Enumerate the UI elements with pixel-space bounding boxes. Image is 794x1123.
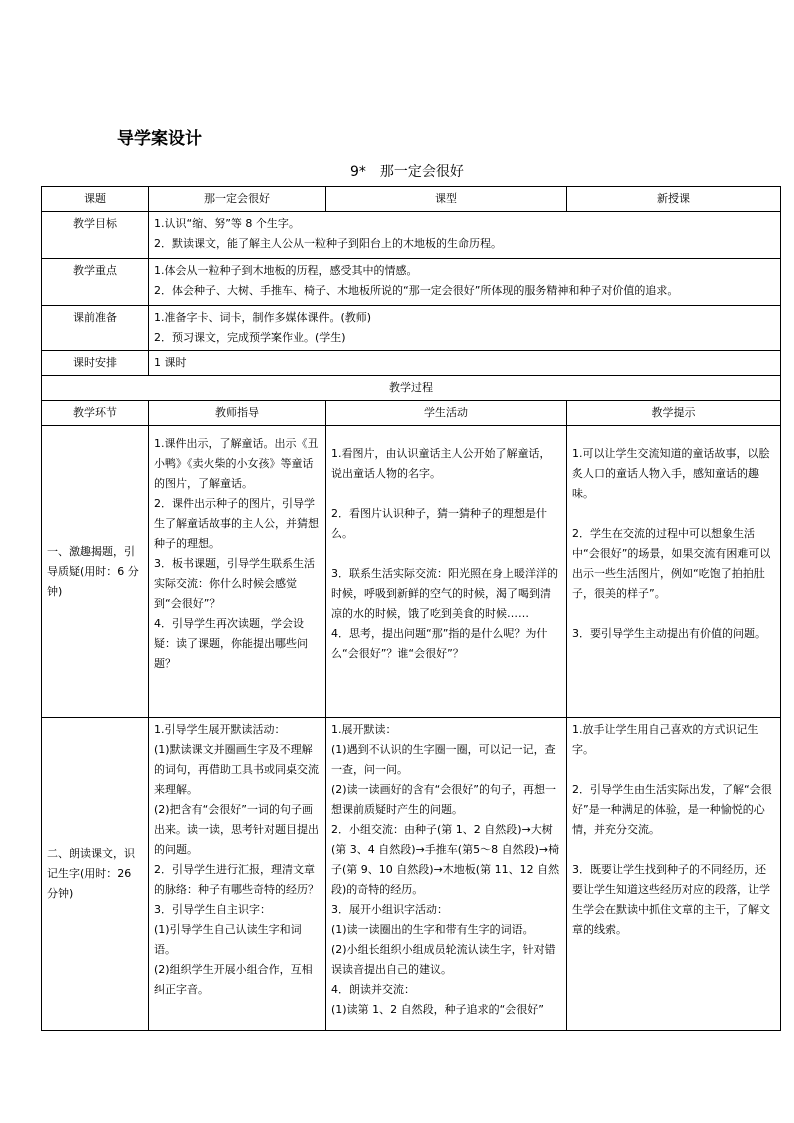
key-points-row	[42, 259, 781, 306]
student-item: 4．朗读并交流：	[331, 983, 415, 996]
student-item: 3．联系生活实际交流：阳光照在身上暖洋洋的时候，呼吸到新鲜的空气的时候，渴了喝到清凉的水的时候，饿了吃到美食的时候……	[331, 567, 558, 620]
teacher-item: (2)把含有“会很好”一词的句子画出来。读一读，思考针对题目提出的问题。	[154, 803, 319, 856]
column-header: 教师指导	[149, 401, 326, 426]
type-label: 课型	[326, 187, 567, 212]
tip-item: 2．学生在交流的过程中可以想象生活中“会很好”的场景，如果交流有困难可以出示一些生活图片，例如“吃饱了拍拍肚子，很美的样子”。	[572, 527, 771, 600]
student-item: (2)读一读画好的含有“会很好”的句子，再想一想课前质疑时产生的问题。	[331, 783, 556, 816]
teacher-guidance	[149, 426, 326, 718]
preparation-line: 1.准备字卡、词卡，制作多媒体课件。(教师)	[154, 311, 372, 324]
student-item: 1.展开默读：	[331, 723, 397, 736]
stage-label: 二、朗读课文，识记生字(用时：26 分钟)	[42, 718, 149, 1031]
goals-line: 1.认识“缩、努”等 8 个生字。	[154, 217, 300, 230]
teacher-item: 2．引导学生进行汇报，理清文章的脉络：种子有哪些奇特的经历？	[154, 863, 319, 896]
process-title: 教学过程	[42, 376, 781, 401]
key-points-label: 教学重点	[42, 259, 149, 306]
course-value: 那一定会很好	[149, 187, 326, 212]
teacher-item: 3．板书课题，引导学生联系生活实际交流：你什么时候会感觉到“会很好”？	[154, 557, 315, 610]
goals-content	[149, 212, 781, 259]
header-row	[42, 187, 781, 212]
column-header: 教学提示	[567, 401, 781, 426]
teacher-item: 1.课件出示，了解童话。出示《丑小鸭》《卖火柴的小女孩》等童话的图片，了解童话。	[154, 437, 319, 490]
student-item: 4．思考，提出问题“那”指的是什么呢？为什么“会很好”？谁“会很好”？	[331, 627, 548, 660]
section-row	[42, 426, 781, 718]
preparation-content	[149, 306, 781, 351]
student-item: 1.看图片，由认识童话主人公开始了解童话，说出童话人物的名字。	[331, 447, 551, 480]
section-row	[42, 718, 781, 1031]
goals-line: 2．默读课文，能了解主人公从一粒种子到阳台上的木地板的生命历程。	[154, 237, 502, 250]
teacher-item: 1.引导学生展开默读活动：	[154, 723, 286, 736]
student-item: (1)读第 1、2 自然段，种子追求的“会很好”	[331, 1003, 544, 1016]
tip-item: 3．要引导学生主动提出有价值的问题。	[572, 627, 766, 640]
tip-item: 2．引导学生由生活实际出发，了解“会很好”是一种满足的体验，是一种愉悦的心情，并充分交流。	[572, 783, 772, 836]
student-item: (2)小组长组织小组成员轮流认读生字，针对错误读音提出自己的建议。	[331, 943, 556, 976]
column-header-row	[42, 401, 781, 426]
teaching-tips	[567, 718, 781, 1031]
course-label: 课题	[42, 187, 149, 212]
tip-item: 1.放手让学生用自己喜欢的方式识记生字。	[572, 723, 759, 756]
teacher-item: 4．引导学生再次读题，学会设疑：读了课题，你能提出哪些问题？	[154, 617, 308, 670]
preparation-label: 课前准备	[42, 306, 149, 351]
key-points-line: 2．体会种子、大树、手推车、椅子、木地板所说的“那一定会很好”所体现的服务精神和种子对价值的追求。	[154, 284, 679, 297]
student-item: 3．展开小组识字活动：	[331, 903, 448, 916]
schedule-value: 1 课时	[149, 351, 781, 376]
student-item: 2．小组交流：由种子(第 1、2 自然段)→大树(第 3、4 自然段)→手推车(第5～8 自然段)→椅子(第 9、10 自然段)→木地板(第 11、12 自然段)的奇特的经历。	[331, 823, 560, 896]
preparation-line: 2．预习课文，完成预学案作业。(学生)	[154, 331, 346, 344]
student-item: (1)遇到不认识的生字圈一圈，可以记一记，查一查，问一问。	[331, 743, 556, 776]
teacher-guidance	[149, 718, 326, 1031]
column-header: 教学环节	[42, 401, 149, 426]
student-activity	[326, 426, 567, 718]
schedule-row	[42, 351, 781, 376]
type-value: 新授课	[567, 187, 781, 212]
teacher-item: (2)组织学生开展小组合作，互相纠正字音。	[154, 963, 313, 996]
lesson-title: 9* 那一定会很好	[350, 164, 464, 180]
student-item: 2．看图片认识种子，猜一猜种子的理想是什么。	[331, 507, 547, 540]
teacher-item: (1)默读课文并圈画生字及不理解的词句，再借助工具书或同桌交流来理解。	[154, 743, 319, 796]
key-points-line: 1.体会从一粒种子到木地板的历程，感受其中的情感。	[154, 264, 418, 277]
teacher-item: 2．课件出示种子的图片，引导学生了解童话故事的主人公，并猜想种子的理想。	[154, 497, 319, 550]
goals-row	[42, 212, 781, 259]
schedule-label: 课时安排	[42, 351, 149, 376]
teacher-item: (1)引导学生自己认读生字和词语。	[154, 923, 302, 956]
tip-item: 1.可以让学生交流知道的童话故事，以脍炙人口的童话人物入手，感知童话的趣味。	[572, 447, 770, 500]
stage-label: 一、激趣揭题，引导质疑(用时：6 分钟)	[42, 426, 149, 718]
column-header: 学生活动	[326, 401, 567, 426]
lesson-plan-table	[41, 186, 781, 1031]
teaching-tips	[567, 426, 781, 718]
teacher-item: 3．引导学生自主识字：	[154, 903, 271, 916]
process-title-row	[42, 376, 781, 401]
tip-item: 3．既要让学生找到种子的不同经历，还要让学生知道这些经历对应的段落，让学生学会在默读中抓住文章的主干，了解文章的线索。	[572, 863, 770, 936]
key-points-content	[149, 259, 781, 306]
preparation-row	[42, 306, 781, 351]
student-item: (1)读一读圈出的生字和带有生字的词语。	[331, 923, 534, 936]
goals-label: 教学目标	[42, 212, 149, 259]
doc-title: 导学案设计	[117, 129, 202, 149]
student-activity	[326, 718, 567, 1031]
